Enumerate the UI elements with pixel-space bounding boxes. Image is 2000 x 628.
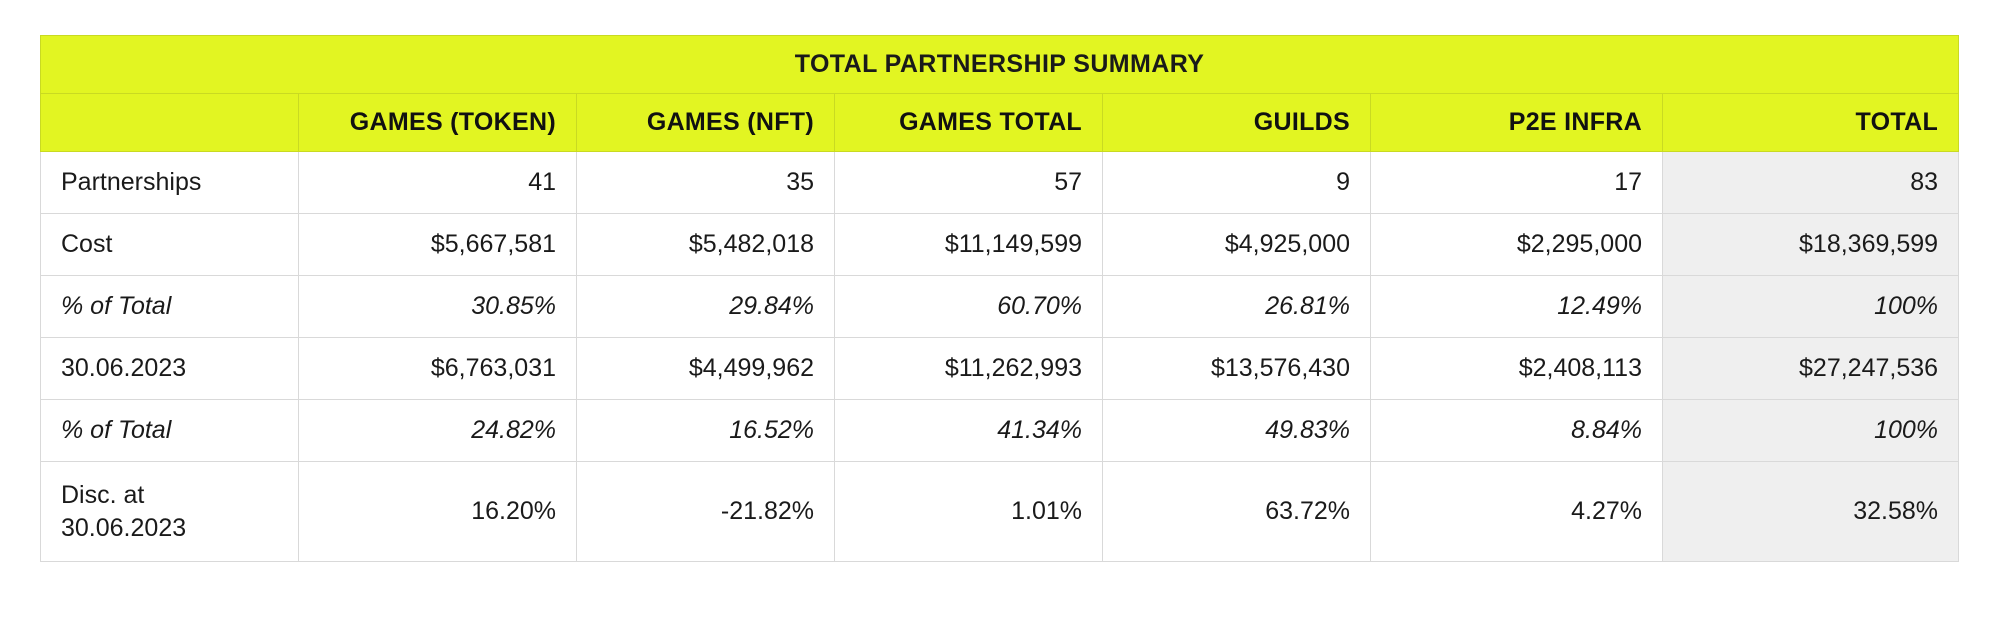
- column-header-games-token: GAMES (TOKEN): [299, 94, 577, 152]
- cell-cost-guilds: $4,925,000: [1103, 214, 1371, 276]
- row-label-partnerships: Partnerships: [41, 152, 299, 214]
- cell-pct-cost-guilds: 26.81%: [1103, 276, 1371, 338]
- table-column-header-row: [41, 94, 1959, 152]
- column-header-total: TOTAL: [1663, 94, 1959, 152]
- cell-valuation-games-token: $6,763,031: [299, 338, 577, 400]
- cell-pct-cost-p2e-infra: 12.49%: [1371, 276, 1663, 338]
- cell-partnerships-p2e-infra: 17: [1371, 152, 1663, 214]
- table-row: [41, 338, 1959, 400]
- summary-table-container: [40, 35, 1958, 562]
- table-row: [41, 214, 1959, 276]
- total-partnership-summary-table: [40, 35, 1959, 562]
- cell-discount-games-token: 16.20%: [299, 462, 577, 562]
- cell-pct-cost-games-nft: 29.84%: [577, 276, 835, 338]
- cell-valuation-games-nft: $4,499,962: [577, 338, 835, 400]
- cell-valuation-games-total: $11,262,993: [835, 338, 1103, 400]
- row-label-percent-of-total-cost: % of Total: [41, 276, 299, 338]
- table-row: [41, 462, 1959, 562]
- cell-pct-cost-total: 100%: [1663, 276, 1959, 338]
- column-header-p2e-infra: P2E INFRA: [1371, 94, 1663, 152]
- cell-cost-p2e-infra: $2,295,000: [1371, 214, 1663, 276]
- cell-discount-p2e-infra: 4.27%: [1371, 462, 1663, 562]
- column-header-blank: [41, 94, 299, 152]
- row-label-discount-line1: Disc. at: [61, 481, 145, 509]
- column-header-games-nft: GAMES (NFT): [577, 94, 835, 152]
- row-label-valuation-date: 30.06.2023: [41, 338, 299, 400]
- cell-discount-guilds: 63.72%: [1103, 462, 1371, 562]
- cell-cost-games-nft: $5,482,018: [577, 214, 835, 276]
- cell-pct-cost-games-total: 60.70%: [835, 276, 1103, 338]
- cell-pct-valuation-games-token: 24.82%: [299, 400, 577, 462]
- table-header: [41, 36, 1959, 94]
- table-title: TOTAL PARTNERSHIP SUMMARY: [41, 36, 1959, 94]
- cell-discount-total: 32.58%: [1663, 462, 1959, 562]
- cell-partnerships-games-nft: 35: [577, 152, 835, 214]
- cell-pct-cost-games-token: 30.85%: [299, 276, 577, 338]
- table-body: [41, 152, 1959, 562]
- cell-partnerships-total: 83: [1663, 152, 1959, 214]
- cell-pct-valuation-games-nft: 16.52%: [577, 400, 835, 462]
- column-header-guilds: GUILDS: [1103, 94, 1371, 152]
- column-header-games-total: GAMES TOTAL: [835, 94, 1103, 152]
- table-row: [41, 276, 1959, 338]
- cell-cost-games-total: $11,149,599: [835, 214, 1103, 276]
- cell-valuation-total: $27,247,536: [1663, 338, 1959, 400]
- cell-discount-games-nft: -21.82%: [577, 462, 835, 562]
- cell-partnerships-games-total: 57: [835, 152, 1103, 214]
- cell-discount-games-total: 1.01%: [835, 462, 1103, 562]
- table-row: [41, 400, 1959, 462]
- table-title-row: [41, 36, 1959, 94]
- cell-cost-games-token: $5,667,581: [299, 214, 577, 276]
- cell-pct-valuation-games-total: 41.34%: [835, 400, 1103, 462]
- cell-pct-valuation-guilds: 49.83%: [1103, 400, 1371, 462]
- cell-valuation-guilds: $13,576,430: [1103, 338, 1371, 400]
- cell-pct-valuation-p2e-infra: 8.84%: [1371, 400, 1663, 462]
- row-label-discount: [41, 462, 299, 562]
- row-label-discount-line2: 30.06.2023: [61, 513, 187, 542]
- cell-cost-total: $18,369,599: [1663, 214, 1959, 276]
- cell-partnerships-guilds: 9: [1103, 152, 1371, 214]
- cell-pct-valuation-total: 100%: [1663, 400, 1959, 462]
- cell-valuation-p2e-infra: $2,408,113: [1371, 338, 1663, 400]
- cell-partnerships-games-token: 41: [299, 152, 577, 214]
- row-label-percent-of-total-valuation: % of Total: [41, 400, 299, 462]
- table-row: [41, 152, 1959, 214]
- row-label-cost: Cost: [41, 214, 299, 276]
